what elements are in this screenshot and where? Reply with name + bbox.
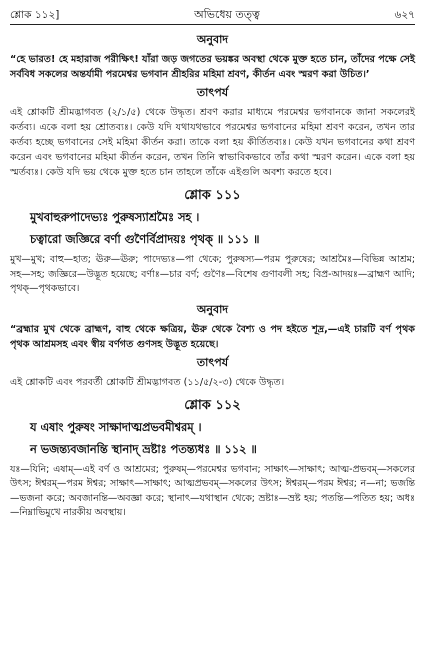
- translation-text: “হে ভারত! হে মহারাজ পরীক্ষিৎ! যাঁরা জড় জগতের ভয়ঙ্কর অবস্থা থেকে মুক্ত হতে চান, তাঁদের পক্ষে সেই সর্ববিধ সকলের অন্তর্যামী পরমেশ্বর ভগবান শ্রীহরির মহিমা শ্রবণ, কীর্তন এবং স্মরণ করা উচিত।’: [10, 54, 415, 80]
- translation-heading: অনুবাদ: [196, 33, 229, 46]
- translation-heading: অনুবাদ: [196, 302, 229, 316]
- purport-text: এই শ্লোকটি শ্রীমদ্ভাগবত (২/১/৫) থেকে উদ্ধৃত। শ্রবণ করার মাধ্যমে পরমেশ্বর ভগবানকে জানা সকলেরই কর্তব্য। একে বলা হয় শ্রোতব্যঃ। কেউ যদি যথাযথভাবে পরমেশ্বর ভগবানের মহিমা শ্রবণ করেন, তখন তার কর্তব্য হচ্ছে ভগবানের সেই মহিমা কীর্তন করা। তাকে বলা হয় কীর্তিতব্যঃ। কেউ যখন ভগবানের কথা শ্রবণ করেন এবং ভগবানের মহিমা কীর্তন করেন, তখন তিনি স্বাভাবিকভাবে তাঁর কথা স্মরণ করেন। একে বলা হয় স্মর্তব্যঃ। কেউ যদি ভয় থেকে মুক্ত হতে চান তাহলে তাঁকে এইগুলি অবশ্য করতে হবে।: [10, 107, 415, 178]
- verse-title: শ্লোক ১১২: [184, 397, 241, 413]
- sanskrit-line: ন ভজন্ত্যবজানন্তি স্থানাদ্ ভ্রষ্টাঃ পতন্ত্যধঃ ॥ ১১২ ॥: [30, 442, 257, 456]
- purport-heading: তাৎপর্য: [196, 355, 229, 369]
- word-for-word-gloss: মুখ—মুখ; বাহু—হাত; ঊরু—ঊরু; পাদেভ্যঃ—পা থেকে; পুরুষস্য—পরম পুরুষের; আশ্রমৈঃ—বিভিন্ন আশ্রম; সহ—সহ; জজ্ঞিরে—উদ্ভূত হয়েছে; বর্ণাঃ—চার বর্ণ; গুণৈঃ—বিশেষ গুণাবলী সহ; বিপ্র-আদয়ঃ—ব্রাহ্মণ আদি; পৃথক্—পৃথকভাবে।: [10, 254, 415, 294]
- page-header: [10, 6, 415, 24]
- purport-heading: তাৎপর্য: [196, 86, 229, 99]
- verse-title: শ্লোক ১১১: [184, 188, 241, 203]
- verse-reference: শ্লোক ১১২]: [10, 9, 60, 21]
- sanskrit-line: মুখবাহুরুপাদেভ্যঃ পুরুষস্যাশ্রমৈঃ সহ ।: [30, 211, 200, 224]
- sanskrit-line: চত্বারো জজ্ঞিরে বর্ণা গুণৈর্বিপ্রাদয়ঃ পৃথক্ ॥ ১১১ ॥: [30, 233, 260, 246]
- word-for-word-gloss: যঃ—যিনি; এষাম্—এই বর্ণ ও আশ্রমের; পুরুষম্—পরমেশ্বর ভগবান; সাক্ষাৎ—সাক্ষাৎ; আত্ম-প্রভবম্—সকলের উৎস; ঈশ্বরম্—পরম ঈশ্বর; সাক্ষাৎ—সাক্ষাৎ; আত্মপ্রভবম্—সকলের উৎস; ঈশ্বরম্—পরম ঈশ্বর; ন—না; ভজন্তি—ভজনা করে; অবজানন্তি—অবজ্ঞা করে; স্থানাৎ—যথাস্থান থেকে; ভ্রষ্টাঃ—ভ্রষ্ট হয়; পতন্তি—পতিত হয়; অধঃ—নিম্নাভিমুখে নারকীয় অবস্থায়।: [10, 463, 415, 518]
- sanskrit-line: য এষাং পুরুষং সাক্ষাদাত্মপ্রভবমীশ্বরম্ ।: [30, 420, 202, 434]
- page-number: ৬২৭: [394, 9, 415, 21]
- purport-text: এই শ্লোকটি এবং পরবর্তী শ্লোকটি শ্রীমদ্ভাগবত (১১/৫/২-৩) থেকে উদ্ধৃত।: [10, 376, 285, 388]
- translation-text: “ব্রহ্মার মুখ থেকে ব্রাহ্মণ, বাহু থেকে ক্ষত্রিয়, ঊরু থেকে বৈশ্য ও পদ হইতে শূদ্র,—এই চারটি বর্ণ পৃথক পৃথক আশ্রমসহ এবং স্বীয় বর্ণগত গুণসহ উদ্ভূত হয়েছে।: [10, 323, 415, 350]
- chapter-title: অভিধেয় তত্ত্ব: [194, 8, 260, 21]
